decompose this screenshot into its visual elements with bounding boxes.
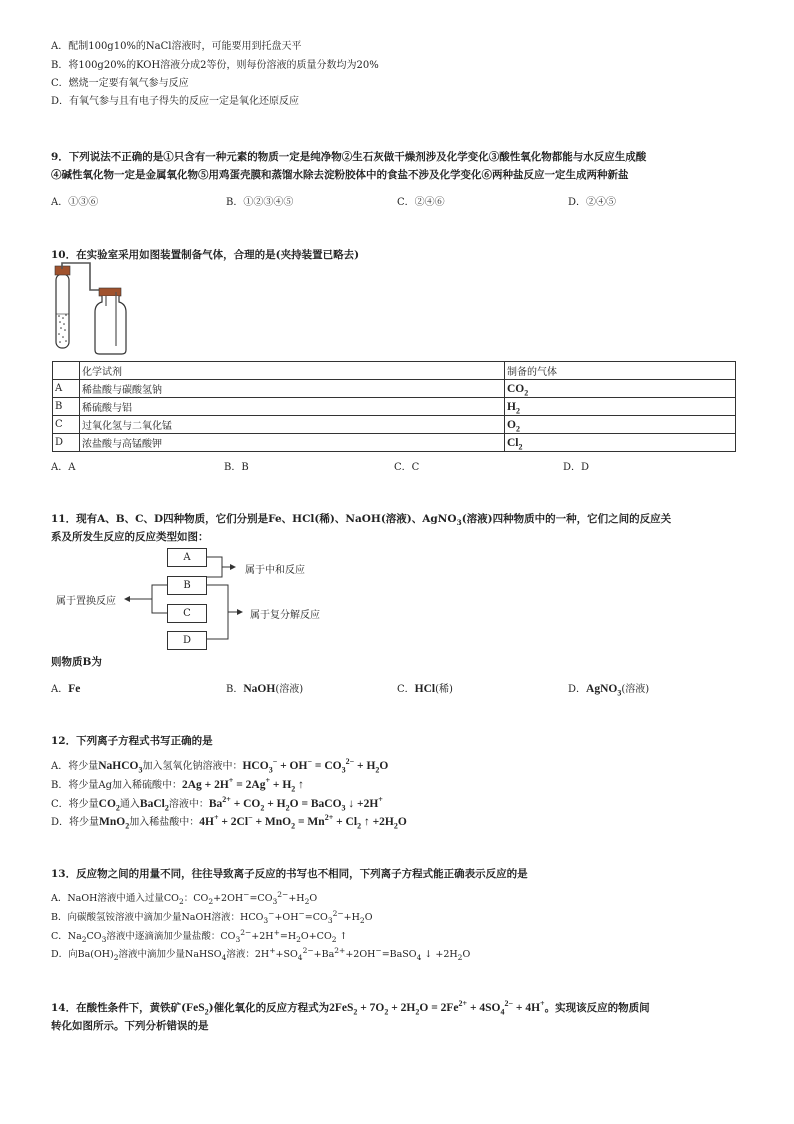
q9-option-a: A．①③⑥ <box>51 197 99 208</box>
header-cell: 制备的气体 <box>505 362 736 380</box>
table-row <box>53 398 736 416</box>
gas-cell: $Cl_2$ <box>505 434 736 452</box>
q13-stem: 13．反应物之间的用量不同，往往导致离子反应的书写也不相同，下列离子方程式能正确表示反应的是 <box>51 868 528 880</box>
q11-option-b: B．NaOH(溶液) <box>226 683 304 695</box>
q12-option-b: B．将少量Ag加入稀硫酸中：$2Ag + 2H^+ = 2Ag^+ + H_2$ ↑ <box>51 776 304 794</box>
label-neutralization: 属于中和反应 <box>245 565 305 576</box>
q13-option-c: C．$Na_2CO_3$溶液中逐滴滴加少量盐酸：$CO_3^{2-}+2H^+=H_2O+CO_2$ ↑ <box>51 927 348 944</box>
header-cell: 化学试剂 <box>80 362 505 380</box>
q13-option-b: B．向碳酸氢铵溶液中滴加少量NaOH溶液：$HCO_3^-+OH^-=CO_3^{2-}+H_2O$ <box>51 908 373 925</box>
q10-reagent-table <box>52 361 736 452</box>
box-d: D <box>167 631 207 650</box>
reagent-cell: 稀盐酸与碳酸氢钠 <box>80 380 505 398</box>
gas-cell: $CO_2$ <box>505 380 736 398</box>
label-double-decomposition: 属于复分解反应 <box>250 610 320 621</box>
label-displacement: 属于置换反应 <box>56 596 116 607</box>
gas-cell: $O_2$ <box>505 416 736 434</box>
q10-option-d: D．D <box>563 462 590 473</box>
q11-stem-line2: 系及所发生反应的反应类型如图： <box>51 531 209 543</box>
q9-stem-line1: 9．下列说法不正确的是①只含有一种元素的物质一定是纯净物②生石灰做干燥剂涉及化学变化③酸性氧化物都能与水反应生成酸 <box>51 151 647 163</box>
row-label: B <box>53 398 80 416</box>
q10-option-b: B．B <box>224 462 249 473</box>
q13-option-a: A．NaOH溶液中通入过量$CO_2$：$CO_2+2OH^-=CO_3^{2-}+H_2O$ <box>51 889 318 906</box>
table-row <box>53 416 736 434</box>
q10-option-c: C．C <box>394 462 420 473</box>
gas-apparatus-figure <box>50 262 140 357</box>
q8-option-b: B．将100g20%的KOH溶液分成2等份，则每份溶液的质量分数均为20% <box>51 60 379 71</box>
row-label: D <box>53 434 80 452</box>
q9-option-c: C．②④⑥ <box>397 197 445 208</box>
reagent-cell: 稀硫酸与铝 <box>80 398 505 416</box>
q13-option-d: D．向$Ba(OH)_2$溶液中滴加少量NaHSO$_4$溶液：$2H^++SO_4^{2-}+Ba^{2+}+2OH^-=BaSO_4$ ↓ $+2H_2O$ <box>51 945 471 962</box>
table-row <box>53 434 736 452</box>
q10-option-a: A．A <box>51 462 76 473</box>
q14-stem-line1: 14．在酸性条件下，黄铁矿(FeS$_2$)催化氧化的反应方程式为$2FeS_2 + 7O_2 + 2H_2O = 2Fe^{2+} + 4SO_4^{2-} + 4H^+$。实现该反应的物质间 <box>51 999 650 1017</box>
box-a: A <box>167 548 207 567</box>
box-c: C <box>167 604 207 623</box>
header-cell <box>53 362 80 380</box>
q8-option-a: A．配制100g10%的NaCl溶液时，可能要用到托盘天平 <box>51 41 302 52</box>
gas-cell: $H_2$ <box>505 398 736 416</box>
q11-option-d: D．AgNO$_3$(溶液) <box>568 683 650 698</box>
q9-option-d: D．②④⑤ <box>568 197 617 208</box>
q11-option-c: C．HCl(稀) <box>397 683 453 695</box>
reagent-cell: 浓盐酸与高锰酸钾 <box>80 434 505 452</box>
row-label: C <box>53 416 80 434</box>
q10-stem: 10．在实验室采用如图装置制备气体，合理的是(夹持装置已略去) <box>51 249 360 261</box>
q12-option-d: D．将少量MnO$_2$加入稀盐酸中：$4H^+ + 2Cl^- + MnO_2 = Mn^{2+} + Cl_2$ ↑ $+2H_2O$ <box>51 813 407 831</box>
q11-ask: 则物质B为 <box>51 656 102 668</box>
box-b: B <box>167 576 207 595</box>
row-label: A <box>53 380 80 398</box>
reagent-cell: 过氧化氢与二氧化锰 <box>80 416 505 434</box>
q8-option-d: D．有氧气参与且有电子得失的反应一定是氧化还原反应 <box>51 96 300 107</box>
q14-stem-line2: 转化如图所示。下列分析错误的是 <box>51 1020 209 1032</box>
q9-option-b: B．①②③④⑤ <box>226 197 294 208</box>
q12-option-a: A．将少量NaHCO$_3$加入氢氧化钠溶液中：$HCO_3^- + OH^- = CO_3^{2-} + H_2O$ <box>51 757 389 775</box>
q8-option-c: C．燃烧一定要有氧气参与反应 <box>51 78 189 89</box>
table-row <box>53 380 736 398</box>
q11-option-a: A．Fe <box>51 683 81 695</box>
q12-option-c: C．将少量$CO_2$通入BaCl$_2$溶液中：$Ba^{2+} + CO_2 + H_2O$ = BaCO$_3$ ↓ +2H+ <box>51 795 383 813</box>
table-header-row <box>53 362 736 380</box>
q12-stem: 12．下列离子方程式书写正确的是 <box>51 735 213 747</box>
q9-stem-line2: ④碱性氧化物一定是金属氧化物⑤用鸡蛋壳膜和蒸馏水除去淀粉胶体中的食盐不涉及化学变化⑥两种盐反应一定生成两种新盐 <box>51 169 629 181</box>
q11-stem-line1: 11．现有A、B、C、D四种物质，它们分别是Fe、HCl(稀)、NaOH(溶液)、AgNO$_3$(溶液)四种物质中的一种，它们之间的反应关 <box>51 513 672 528</box>
